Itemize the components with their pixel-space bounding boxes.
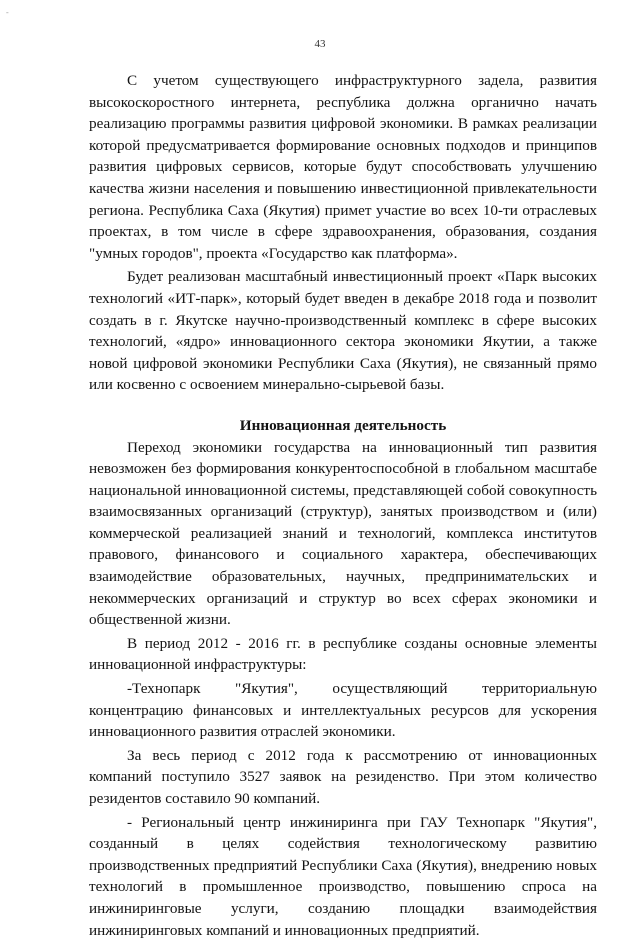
page-number: 43 <box>314 38 326 50</box>
paragraph-it-park: Будет реализован масштабный инвестиционный проект «Парк высоких технологий «ИТ-парк», который будет введен в декабре 2018 года и позволит создать в г. Якутске научно-производственный комплекс в сфере высоких технологий, «ядро» инновационного сектора экономики Якутии, а также новой цифровой экономики Республики Саха (Якутия), не связанный прямо или косвенно с освоением минерально-сырьевой базы. <box>89 268 597 394</box>
paragraph-innovation-system: Переход экономики государства на инновационный тип развития невозможен без формирования конкурентоспособной в глобальном масштабе национальной инновационной системы, представляющей собой совокупность взаимосвязанных организаций (структур), занятых производством и (или) коммерческой реализацией знаний и технологий, комплекса институтов правового, финансового и социального характера, обеспечивающих взаимодействие образовательных, научных, предпринимательских и некоммерческих организаций и структур во всех сферах экономики и общественной жизни. <box>89 438 597 629</box>
paragraph-infrastructure-period: В период 2012 - 2016 гг. в республике созданы основные элементы инновационной инфраструктуры: <box>89 634 597 674</box>
corner-mark: - <box>6 8 9 17</box>
paragraph-digital-economy: С учетом существующего инфраструктурного задела, развития высокоскоростного интернета, республика должна органично начать реализацию программы развития цифровой экономики. В рамках реализации которой предусматривается формирование основных подходов и принципов развития цифровых сервисов, которые будут способствовать улучшению качества жизни населения и повышению инвестиционной привлекательности региона. Республика Саха (Якутия) примет участие во всех 10-ти отраслевых проектах, в том числе в сфере здравоохранения, образования, создания "умных городов", проекта «Государство как платформа». <box>89 72 597 262</box>
document-body <box>89 70 597 941</box>
paragraph-engineering-center: - Региональный центр инжиниринга при ГАУ Технопарк "Якутия", созданный в целях содействия технологическому развитию производственных предприятий Республики Саха (Якутия), внедрению новых технологий в промышленное производство, повышению спроса на инжиниринговые услуги, созданию площадки взаимодействия инжиниринговых компаний и инновационных предприятий. <box>89 813 597 939</box>
paragraph-residency-applications: За весь период с 2012 года к рассмотрению от инновационных компаний поступило 3527 заявок на резиденство. При этом количество резидентов составило 90 компаний. <box>89 746 597 807</box>
section-heading: Инновационная деятельность <box>239 416 447 434</box>
paragraph-technopark: -Технопарк "Якутия", осуществляющий территориальную концентрацию финансовых и интеллектуальных ресурсов для ускорения инновационного развития отраслей экономики. <box>89 680 597 741</box>
